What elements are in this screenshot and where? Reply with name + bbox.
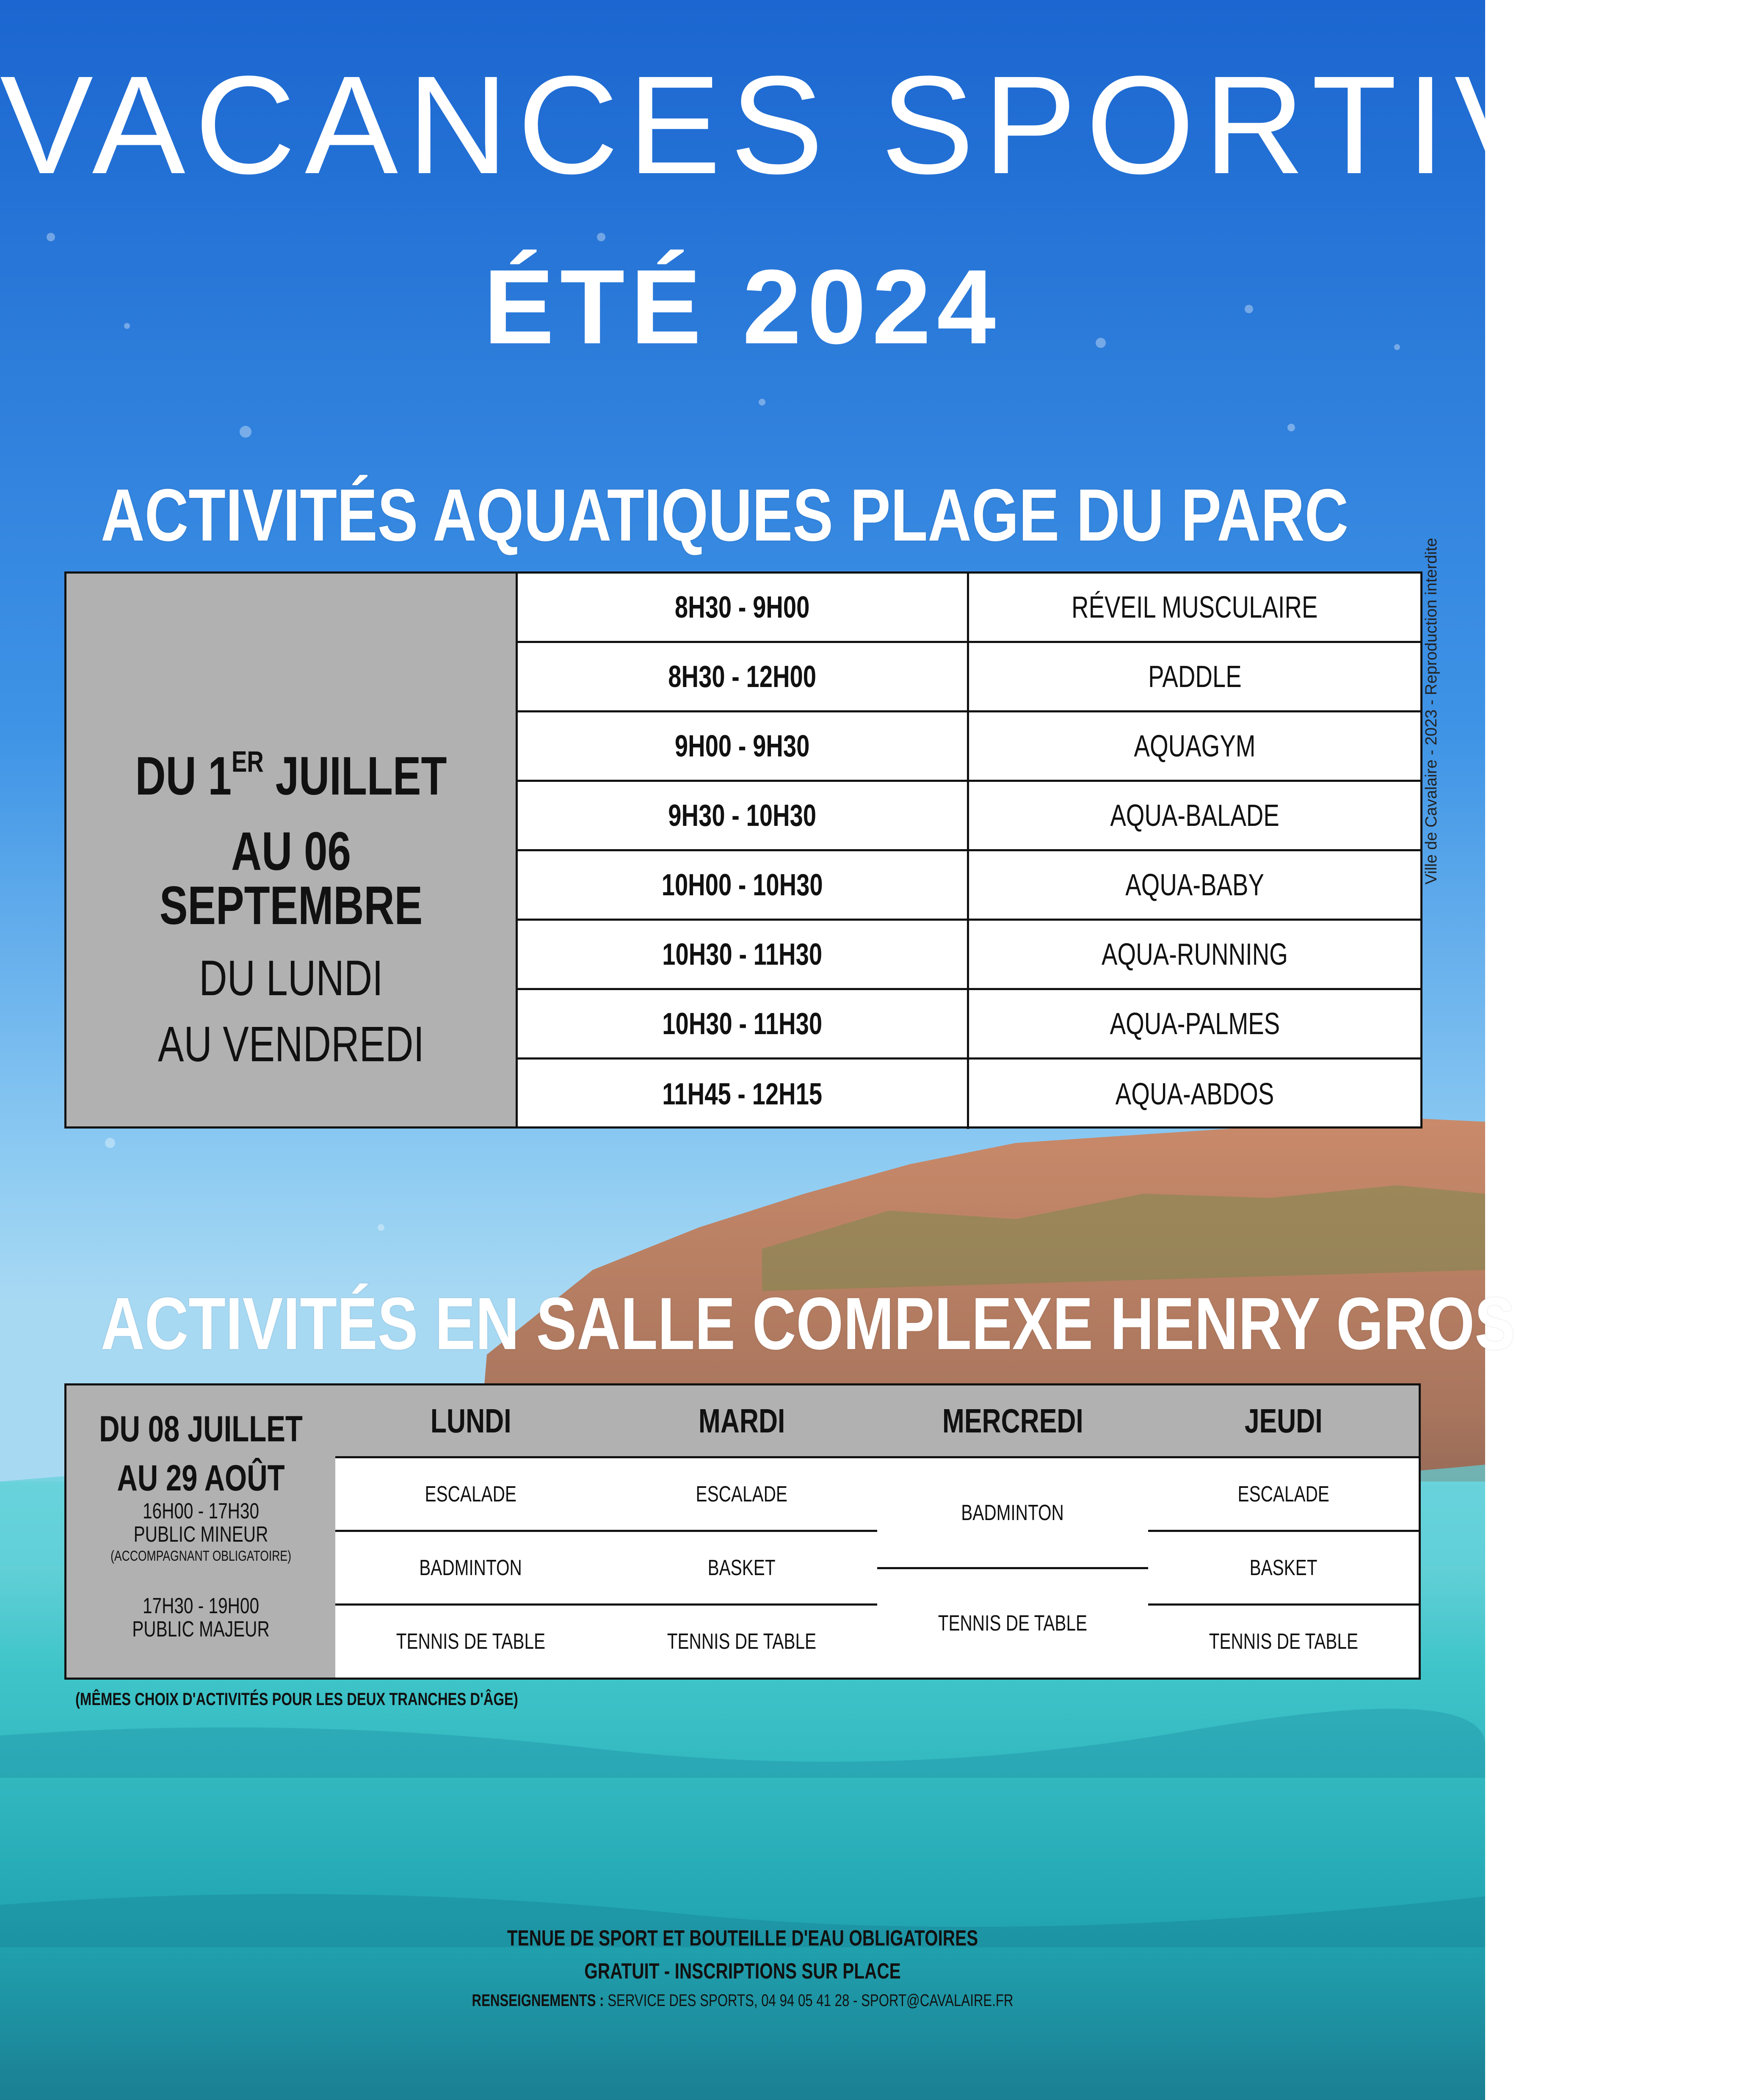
- slot2-time: 17H30 - 19H00: [142, 1593, 260, 1618]
- aquatic-days-line2: AU VENDREDI: [157, 1016, 425, 1072]
- footer-free-registration: GRATUIT - INSCRIPTIONS SUR PLACE: [584, 1959, 901, 1984]
- salle-schedule-table: [64, 1383, 1421, 1680]
- time-cell: 10H30 - 11H30: [518, 921, 969, 988]
- table-row: [518, 851, 1420, 921]
- lundi-activity-1: ESCALADE: [335, 1458, 608, 1532]
- table-row: [518, 1060, 1420, 1129]
- slot1-time: 16H00 - 17H30: [142, 1499, 260, 1523]
- day-header-mardi: MARDI: [606, 1385, 879, 1458]
- table-row: [518, 712, 1420, 782]
- salle-period-end: AU 29 AOÛT: [117, 1458, 285, 1498]
- table-row: [518, 574, 1420, 643]
- aquatic-section-title: ACTIVITÉS AQUATIQUES PLAGE DU PARC: [101, 474, 1349, 557]
- activity-cell: AQUA-BABY: [1125, 868, 1264, 902]
- copyright-note: Ville de Cavalaire - 2023 - Reproduction interdite: [1422, 538, 1440, 885]
- lundi-activity-3: TENNIS DE TABLE: [335, 1606, 608, 1678]
- activity-cell: AQUA-RUNNING: [1102, 937, 1288, 971]
- salle-period-start: DU 08 JUILLET: [99, 1409, 303, 1449]
- activity-cell: RÉVEIL MUSCULAIRE: [1072, 590, 1318, 624]
- table-row: [518, 643, 1420, 712]
- time-cell: 8H30 - 12H00: [518, 643, 969, 710]
- activity-cell: AQUAGYM: [1134, 729, 1256, 763]
- time-cell: 10H00 - 10H30: [518, 851, 969, 919]
- slot1-note: (ACCOMPAGNANT OBLIGATOIRE): [110, 1548, 291, 1565]
- subtitle: ÉTÉ 2024: [483, 248, 1002, 366]
- salle-section-title: ACTIVITÉS EN SALLE COMPLEXE HENRY GROS: [101, 1283, 1515, 1365]
- slot1-public: PUBLIC MINEUR: [133, 1522, 268, 1547]
- activity-cell: AQUA-BALADE: [1110, 798, 1279, 833]
- day-header-jeudi: JEUDI: [1148, 1385, 1419, 1458]
- aquatic-schedule-table: [64, 571, 1422, 1129]
- mardi-activity-3: TENNIS DE TABLE: [606, 1606, 879, 1678]
- aquatic-period-cell: [66, 574, 518, 1126]
- aquatic-period-end: AU 06 SEPTEMBRE: [159, 821, 423, 936]
- main-title: VACANCES SPORTIVES: [0, 47, 1762, 203]
- time-cell: 8H30 - 9H00: [518, 574, 969, 641]
- jeudi-activity-3: TENNIS DE TABLE: [1148, 1606, 1419, 1678]
- day-header-mercredi: MERCREDI: [877, 1385, 1150, 1458]
- activity-cell: AQUA-ABDOS: [1115, 1077, 1274, 1111]
- mercredi-activity-1: BADMINTON: [877, 1458, 1150, 1569]
- time-cell: 9H00 - 9H30: [518, 712, 969, 780]
- footer: [0, 1922, 1485, 2013]
- footer-requirements: TENUE DE SPORT ET BOUTEILLE D'EAU OBLIGATOIRES: [507, 1926, 978, 1951]
- aquatic-period-start: DU 1ER JUILLET: [135, 745, 447, 806]
- slot2-public: PUBLIC MAJEUR: [132, 1617, 270, 1642]
- time-cell: 9H30 - 10H30: [518, 782, 969, 849]
- jeudi-activity-1: ESCALADE: [1148, 1458, 1419, 1532]
- same-activities-note: (MÊMES CHOIX D'ACTIVITÉS POUR LES DEUX TRANCHES D'ÂGE): [75, 1689, 518, 1709]
- table-row: [518, 990, 1420, 1060]
- day-header-lundi: LUNDI: [335, 1385, 608, 1458]
- time-cell: 10H30 - 11H30: [518, 990, 969, 1057]
- activity-cell: AQUA-PALMES: [1110, 1007, 1280, 1041]
- footer-contact: RENSEIGNEMENTS : SERVICE DES SPORTS, 04 94 05 41 28 - SPORT@CAVALAIRE.FR: [472, 1991, 1014, 2010]
- table-row: [518, 921, 1420, 990]
- time-cell: 11H45 - 12H15: [518, 1060, 969, 1129]
- jeudi-activity-2: BASKET: [1148, 1532, 1419, 1606]
- aquatic-days-line1: DU LUNDI: [199, 950, 383, 1006]
- activity-cell: PADDLE: [1148, 660, 1242, 694]
- mardi-activity-1: ESCALADE: [606, 1458, 879, 1532]
- salle-period-cell: [66, 1385, 337, 1678]
- table-row: [518, 782, 1420, 851]
- lundi-activity-2: BADMINTON: [335, 1532, 608, 1606]
- mardi-activity-2: BASKET: [606, 1532, 879, 1606]
- mercredi-activity-2: TENNIS DE TABLE: [877, 1569, 1150, 1678]
